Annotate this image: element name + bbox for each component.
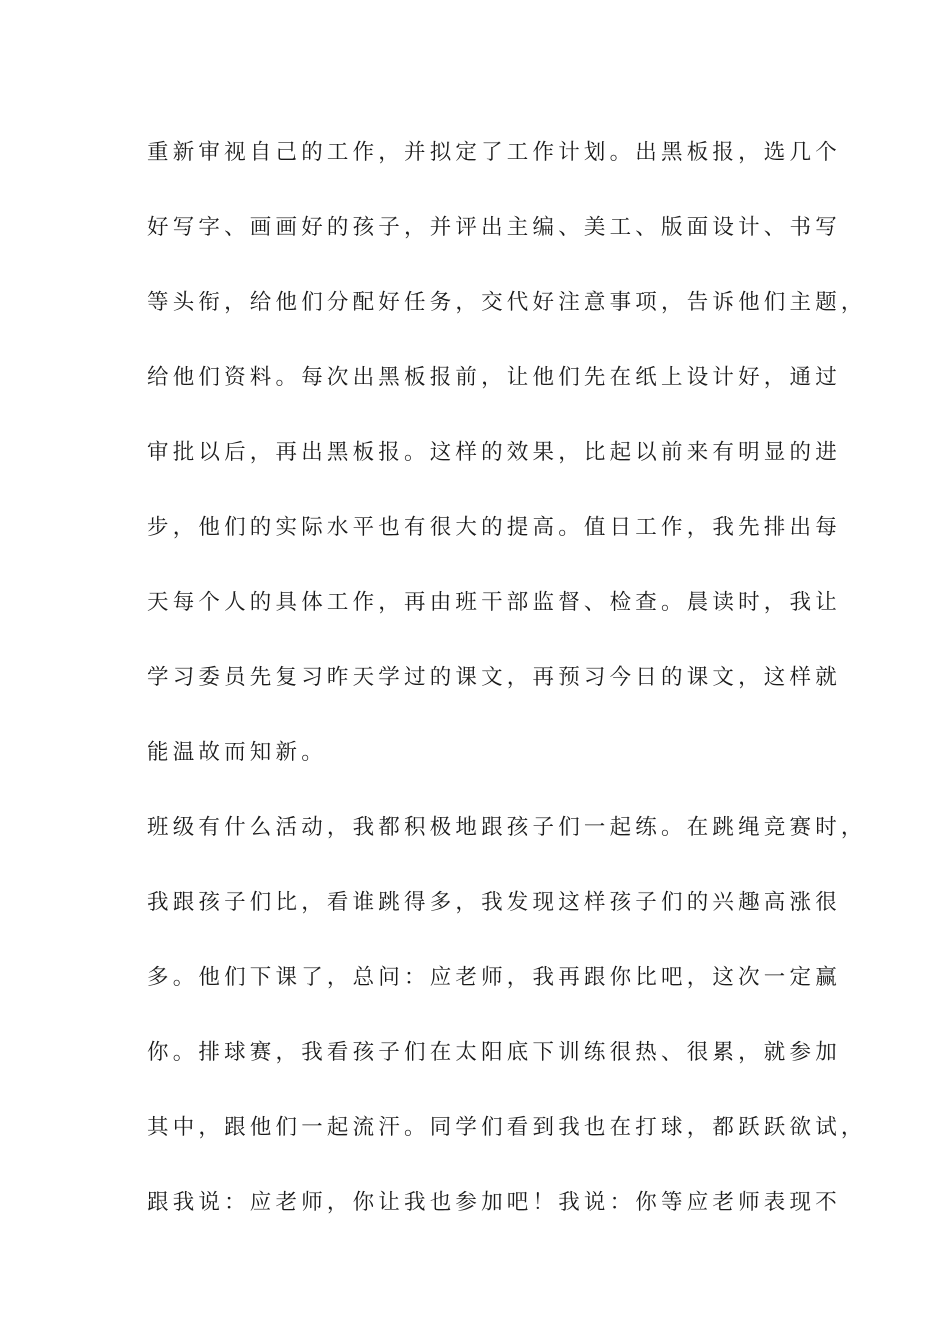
text-line: 审批以后，再出黑板报。这样的效果，比起以前来有明显的进 xyxy=(147,440,841,465)
text-line: 你。排球赛，我看孩子们在太阳底下训练很热、很累，就参加 xyxy=(147,1040,841,1065)
text-line: 好写字、画画好的孩子，并评出主编、美工、版面设计、书写 xyxy=(147,215,841,240)
text-line: 学习委员先复习昨天学过的课文，再预习今日的课文，这样就 xyxy=(147,665,841,690)
text-line: 多。他们下课了，总问：应老师，我再跟你比吧，这次一定赢 xyxy=(147,965,841,990)
text-line: 天每个人的具体工作，再由班干部监督、检查。晨读时，我让 xyxy=(147,590,841,615)
text-line: 其中，跟他们一起流汗。同学们看到我也在打球，都跃跃欲试， xyxy=(147,1115,867,1140)
text-line: 能温故而知新。 xyxy=(147,740,327,765)
body-text xyxy=(147,130,867,1255)
text-line: 步，他们的实际水平也有很大的提高。值日工作，我先排出每 xyxy=(147,515,841,540)
text-line: 我跟孩子们比，看谁跳得多，我发现这样孩子们的兴趣高涨很 xyxy=(147,890,841,915)
text-line: 给他们资料。每次出黑板报前，让他们先在纸上设计好，通过 xyxy=(147,365,841,390)
text-line: 重新审视自己的工作，并拟定了工作计划。出黑板报，选几个 xyxy=(147,140,841,165)
text-line: 等头衔，给他们分配好任务，交代好注意事项，告诉他们主题， xyxy=(147,290,867,315)
text-line: 班级有什么活动，我都积极地跟孩子们一起练。在跳绳竞赛时， xyxy=(147,815,867,840)
text-line: 跟我说：应老师，你让我也参加吧！我说：你等应老师表现不 xyxy=(147,1190,841,1215)
